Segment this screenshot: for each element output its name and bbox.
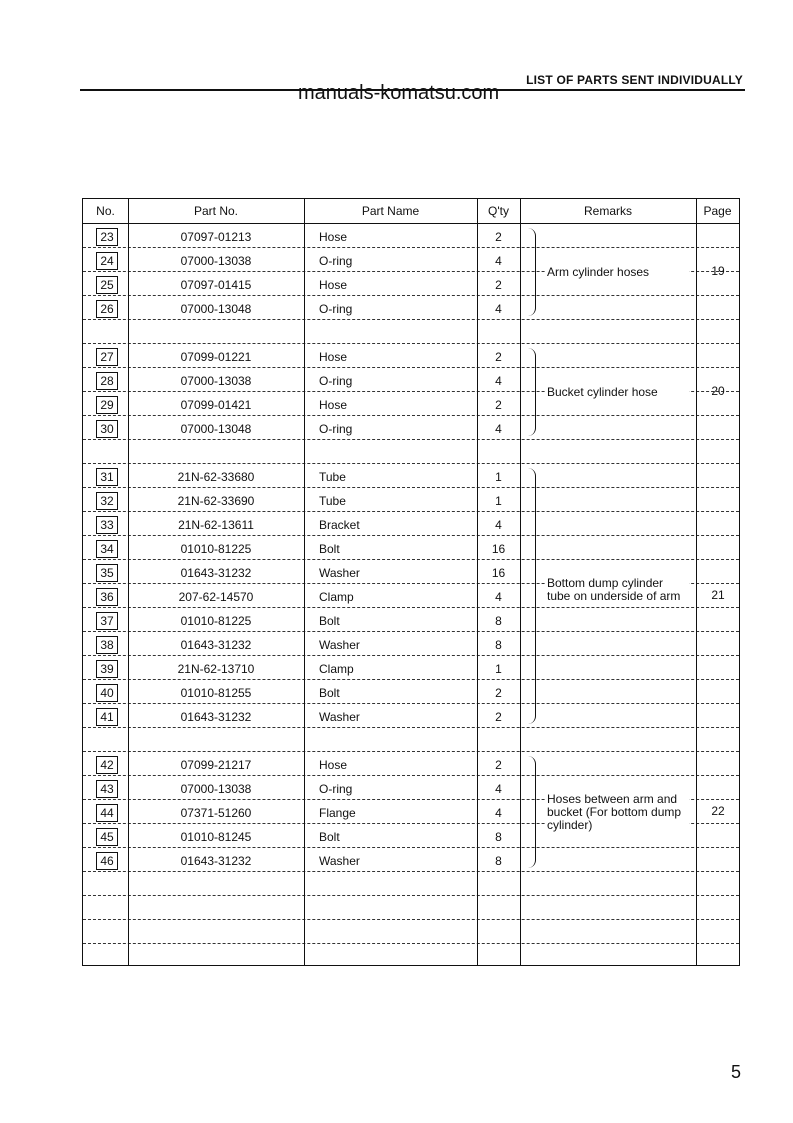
quantity: 4 [495,302,502,316]
table-row [83,536,739,560]
parts-table [82,198,740,966]
quantity: 1 [495,470,502,484]
item-number: 39 [96,660,118,678]
part-number: 07097-01213 [180,230,252,244]
part-name: Hose [319,278,348,292]
table-row [83,296,739,320]
blank-row [83,728,739,752]
part-name: O-ring [319,374,353,388]
page-reference: 19 [711,264,725,278]
quantity: 8 [495,638,502,652]
table-row [83,512,739,536]
quantity: 4 [495,422,502,436]
blank-row [83,896,739,920]
remark-text: Bottom dump cylinder tube on underside of arm [545,577,689,603]
item-number: 44 [96,804,118,822]
blank-row [83,944,739,968]
quantity: 4 [495,806,502,820]
quantity: 8 [495,614,502,628]
quantity: 2 [495,758,502,772]
part-number: 07000-13048 [180,302,252,316]
page-reference: 20 [711,384,725,398]
quantity: 16 [491,566,506,580]
page-reference: 21 [711,588,725,602]
part-name: Clamp [319,662,354,676]
item-number: 23 [96,228,118,246]
remark-text: Bucket cylinder hose [545,386,689,399]
col-divider [520,199,521,965]
part-number: 01643-31232 [180,854,252,868]
blank-row [83,440,739,464]
table-row [83,680,739,704]
part-name: Clamp [319,590,354,604]
item-number: 40 [96,684,118,702]
blank-row [83,920,739,944]
table-row [83,632,739,656]
quantity: 2 [495,686,502,700]
part-number: 01643-31232 [180,710,252,724]
part-name: Bracket [319,518,360,532]
item-number: 43 [96,780,118,798]
part-name: O-ring [319,422,353,436]
part-number: 07000-13048 [180,422,252,436]
quantity: 2 [495,350,502,364]
item-number: 46 [96,852,118,870]
quantity: 4 [495,254,502,268]
col-divider [304,199,305,965]
item-number: 42 [96,756,118,774]
part-number: 07099-01221 [180,350,252,364]
quantity: 16 [491,542,506,556]
part-name: O-ring [319,302,353,316]
item-number: 35 [96,564,118,582]
part-name: Bolt [319,686,340,700]
part-number: 01010-81225 [180,542,252,556]
part-name: Bolt [319,614,340,628]
part-number: 21N-62-33690 [177,494,255,508]
item-number: 36 [96,588,118,606]
part-name: Tube [319,470,346,484]
quantity: 8 [495,830,502,844]
item-number: 32 [96,492,118,510]
part-number: 21N-62-13611 [178,518,254,532]
col-header-no: No. [96,204,115,218]
part-name: Tube [319,494,346,508]
quantity: 4 [495,374,502,388]
quantity: 1 [495,662,502,676]
quantity: 2 [495,710,502,724]
part-name: Washer [319,638,360,652]
quantity: 8 [495,854,502,868]
remark-brace [527,348,536,436]
remark-brace [527,228,536,316]
table-row [83,488,739,512]
table-row [83,224,739,248]
remark-text: Arm cylinder hoses [545,266,689,279]
part-number: 07000-13038 [180,254,252,268]
quantity: 4 [495,782,502,796]
table-row [83,704,739,728]
part-name: Hose [319,758,348,772]
col-divider [128,199,129,965]
table-row [83,344,739,368]
quantity: 2 [495,278,502,292]
col-header-part-no: Part No. [193,204,238,218]
watermark: manuals-komatsu.com [298,82,500,104]
table-row [83,656,739,680]
item-number: 24 [96,252,118,270]
remark-brace [527,756,536,868]
blank-row [83,320,739,344]
part-name: Flange [319,806,356,820]
table-row [83,416,739,440]
item-number: 26 [96,300,118,318]
item-number: 33 [96,516,118,534]
part-name: Bolt [319,830,340,844]
part-name: Hose [319,230,348,244]
part-number: 01010-81225 [180,614,252,628]
item-number: 25 [96,276,118,294]
part-name: Washer [319,854,360,868]
part-number: 07097-01415 [180,278,252,292]
table-row [83,464,739,488]
quantity: 2 [495,230,502,244]
part-name: Bolt [319,542,340,556]
part-number: 07000-13038 [180,782,252,796]
col-header-remarks: Remarks [583,204,632,218]
item-number: 30 [96,420,118,438]
item-number: 41 [96,708,118,726]
item-number: 37 [96,612,118,630]
part-name: Hose [319,350,348,364]
item-number: 28 [96,372,118,390]
section-title: LIST OF PARTS SENT INDIVIDUALLY [526,73,743,87]
quantity: 4 [495,518,502,532]
part-number: 01643-31232 [180,566,252,580]
col-header-page: Page [703,204,732,218]
part-number: 207-62-14570 [178,590,254,604]
item-number: 45 [96,828,118,846]
page-reference: 22 [711,804,725,818]
table-row [83,848,739,872]
part-number: 07099-01421 [180,398,252,412]
item-number: 31 [96,468,118,486]
page-number: 5 [730,1062,741,1082]
item-number: 38 [96,636,118,654]
item-number: 29 [96,396,118,414]
table-row [83,752,739,776]
part-name: Washer [319,566,360,580]
part-number: 07099-21217 [180,758,252,772]
item-number: 27 [96,348,118,366]
table-row [83,608,739,632]
part-name: O-ring [319,782,353,796]
remark-text: Hoses between arm and bucket (For bottom dump cylinder) [545,793,689,832]
part-number: 01010-81245 [180,830,252,844]
col-header-part-name: Part Name [361,204,420,218]
quantity: 2 [495,398,502,412]
part-number: 07000-13038 [180,374,252,388]
quantity: 1 [495,494,502,508]
part-number: 01643-31232 [180,638,252,652]
item-number: 34 [96,540,118,558]
part-number: 21N-62-13710 [177,662,255,676]
quantity: 4 [495,590,502,604]
part-name: Hose [319,398,348,412]
part-name: O-ring [319,254,353,268]
part-number: 21N-62-33680 [177,470,255,484]
part-number: 01010-81255 [180,686,252,700]
col-header-qty: Q'ty [488,204,509,218]
col-divider [477,199,478,965]
blank-row [83,872,739,896]
part-number: 07371-51260 [180,806,252,820]
part-name: Washer [319,710,360,724]
col-divider [696,199,697,965]
remark-brace [527,468,536,724]
